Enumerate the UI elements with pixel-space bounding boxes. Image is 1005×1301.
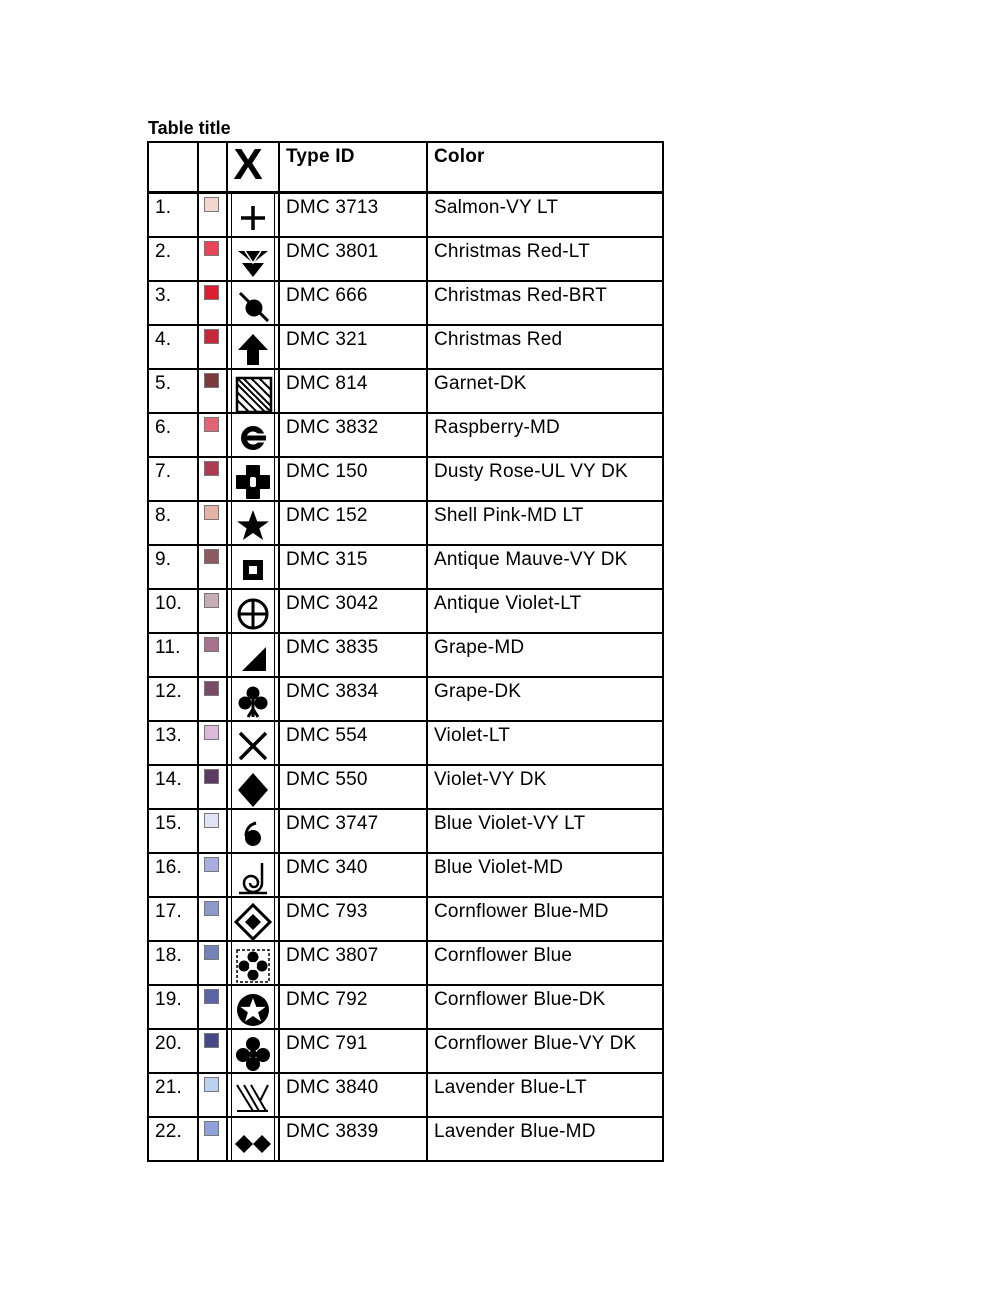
- row-type-id: DMC 3801: [286, 241, 379, 262]
- color-swatch: [204, 1033, 219, 1048]
- row-type-id-cell: [279, 1073, 427, 1117]
- color-swatch: [204, 549, 219, 564]
- row-color-cell: [427, 369, 663, 413]
- row-color-name: Dusty Rose-UL VY DK: [434, 461, 628, 482]
- row-color-name: Christmas Red: [434, 329, 563, 350]
- row-swatch-cell: [198, 501, 227, 545]
- header-number-cell: [148, 142, 198, 193]
- table-row: [148, 325, 663, 369]
- row-number-cell: [148, 545, 198, 589]
- nested-diamond-icon: [234, 903, 274, 943]
- circle-cross-icon: [234, 595, 274, 635]
- row-number: 7.: [155, 461, 172, 482]
- row-number: 22.: [155, 1121, 183, 1142]
- table-row: [148, 941, 663, 985]
- row-color-name: Grape-DK: [434, 681, 522, 702]
- table-row: [148, 281, 663, 325]
- row-color-cell: [427, 1029, 663, 1073]
- row-color-cell: [427, 633, 663, 677]
- row-color-name: Christmas Red-BRT: [434, 285, 608, 306]
- row-color-cell: [427, 765, 663, 809]
- row-number-cell: [148, 369, 198, 413]
- color-swatch: [204, 329, 219, 344]
- row-symbol-cell: [227, 985, 279, 1029]
- row-color-name: Violet-LT: [434, 725, 511, 746]
- color-swatch: [204, 901, 219, 916]
- row-number-cell: [148, 413, 198, 457]
- row-symbol-cell: [227, 545, 279, 589]
- row-color-cell: [427, 1117, 663, 1161]
- row-number-cell: [148, 281, 198, 325]
- table-row: [148, 897, 663, 941]
- table-row: [148, 413, 663, 457]
- row-type-id-cell: [279, 897, 427, 941]
- row-number: 5.: [155, 373, 172, 394]
- row-symbol-cell: [227, 501, 279, 545]
- row-swatch-cell: [198, 1117, 227, 1161]
- row-swatch-cell: [198, 853, 227, 897]
- star-icon: [234, 507, 274, 547]
- row-symbol-cell: [227, 237, 279, 281]
- row-color-cell: [427, 853, 663, 897]
- slashed-circle-icon: [234, 287, 274, 327]
- table-row: [148, 501, 663, 545]
- row-color-cell: [427, 193, 663, 238]
- row-number-cell: [148, 1029, 198, 1073]
- row-symbol-cell: [227, 721, 279, 765]
- row-color-name: Salmon-VY LT: [434, 197, 559, 218]
- color-swatch: [204, 505, 219, 520]
- row-type-id-cell: [279, 941, 427, 985]
- row-type-id: DMC 554: [286, 725, 368, 746]
- color-swatch: [204, 285, 219, 300]
- wedge-icon: [234, 639, 274, 679]
- color-swatch: [204, 637, 219, 652]
- row-number-cell: [148, 193, 198, 238]
- row-number: 4.: [155, 329, 172, 350]
- row-symbol-cell: [227, 765, 279, 809]
- row-number: 2.: [155, 241, 172, 262]
- row-symbol-cell: [227, 369, 279, 413]
- row-symbol-cell: [227, 1073, 279, 1117]
- row-number-cell: [148, 677, 198, 721]
- row-symbol-cell: [227, 1117, 279, 1161]
- row-type-id-cell: [279, 809, 427, 853]
- row-type-id: DMC 814: [286, 373, 368, 394]
- table-row: [148, 985, 663, 1029]
- row-number: 20.: [155, 1033, 183, 1054]
- row-type-id: DMC 3747: [286, 813, 379, 834]
- row-type-id-cell: [279, 589, 427, 633]
- row-color-name: Shell Pink-MD LT: [434, 505, 584, 526]
- color-swatch: [204, 1121, 219, 1136]
- header-type-id: [279, 142, 427, 193]
- row-type-id: DMC 3832: [286, 417, 379, 438]
- row-swatch-cell: [198, 721, 227, 765]
- row-swatch-cell: [198, 941, 227, 985]
- row-type-id-cell: [279, 721, 427, 765]
- row-color-name: Antique Mauve-VY DK: [434, 549, 628, 570]
- row-type-id: DMC 3839: [286, 1121, 379, 1142]
- c-circle-icon: [234, 419, 274, 459]
- color-swatch: [204, 813, 219, 828]
- floss-key-table: [147, 141, 664, 1162]
- triangles-icon: [234, 243, 274, 283]
- row-type-id: DMC 3840: [286, 1077, 379, 1098]
- row-symbol-cell: [227, 193, 279, 238]
- row-number-cell: [148, 633, 198, 677]
- square-dot-icon: [234, 551, 274, 591]
- row-number: 16.: [155, 857, 183, 878]
- up-arrow-icon: [234, 331, 274, 371]
- row-color-name: Antique Violet-LT: [434, 593, 582, 614]
- color-swatch: [204, 945, 219, 960]
- row-type-id: DMC 3042: [286, 593, 379, 614]
- row-color-cell: [427, 545, 663, 589]
- table-row: [148, 237, 663, 281]
- double-diamond-icon: [234, 1123, 274, 1163]
- row-color-cell: [427, 325, 663, 369]
- row-number-cell: [148, 501, 198, 545]
- header-type-id-label: Type ID: [286, 146, 355, 167]
- row-color-cell: [427, 501, 663, 545]
- row-number: 15.: [155, 813, 183, 834]
- color-swatch: [204, 857, 219, 872]
- row-number-cell: [148, 941, 198, 985]
- row-color-cell: [427, 985, 663, 1029]
- cross-blob-icon: [234, 463, 274, 503]
- row-color-cell: [427, 589, 663, 633]
- table-row: [148, 721, 663, 765]
- row-number: 3.: [155, 285, 172, 306]
- row-number-cell: [148, 985, 198, 1029]
- row-type-id-cell: [279, 457, 427, 501]
- row-color-cell: [427, 457, 663, 501]
- club-icon: [234, 683, 274, 723]
- row-color-name: Grape-MD: [434, 637, 525, 658]
- row-swatch-cell: [198, 325, 227, 369]
- table-row: [148, 677, 663, 721]
- row-color-cell: [427, 413, 663, 457]
- row-color-cell: [427, 1073, 663, 1117]
- diamond-icon: [234, 771, 274, 811]
- color-swatch: [204, 769, 219, 784]
- row-number: 11.: [155, 637, 181, 658]
- row-number: 19.: [155, 989, 183, 1010]
- row-swatch-cell: [198, 809, 227, 853]
- row-number: 10.: [155, 593, 183, 614]
- table-row: [148, 193, 663, 238]
- table-row: [148, 633, 663, 677]
- row-swatch-cell: [198, 369, 227, 413]
- row-swatch-cell: [198, 985, 227, 1029]
- row-type-id-cell: [279, 853, 427, 897]
- table-row: [148, 765, 663, 809]
- clover-icon: [234, 1035, 274, 1075]
- row-type-id: DMC 315: [286, 549, 368, 570]
- row-number-cell: [148, 897, 198, 941]
- table-row: [148, 589, 663, 633]
- table-row: [148, 457, 663, 501]
- row-type-id: DMC 152: [286, 505, 368, 526]
- row-type-id: DMC 792: [286, 989, 368, 1010]
- row-symbol-cell: [227, 589, 279, 633]
- row-swatch-cell: [198, 677, 227, 721]
- color-swatch: [204, 197, 219, 212]
- row-type-id-cell: [279, 501, 427, 545]
- row-color-name: Cornflower Blue: [434, 945, 573, 966]
- color-swatch: [204, 373, 219, 388]
- row-color-cell: [427, 941, 663, 985]
- row-color-name: Lavender Blue-LT: [434, 1077, 587, 1098]
- row-symbol-cell: [227, 633, 279, 677]
- row-color-name: Blue Violet-VY LT: [434, 813, 586, 834]
- row-type-id: DMC 666: [286, 285, 368, 306]
- row-type-id: DMC 150: [286, 461, 368, 482]
- row-number-cell: [148, 721, 198, 765]
- row-number: 13.: [155, 725, 183, 746]
- row-type-id: DMC 340: [286, 857, 368, 878]
- header-color-label: Color: [434, 146, 485, 167]
- row-color-cell: [427, 897, 663, 941]
- color-swatch: [204, 417, 219, 432]
- row-type-id-cell: [279, 1117, 427, 1161]
- row-color-name: Garnet-DK: [434, 373, 527, 394]
- row-type-id: DMC 550: [286, 769, 368, 790]
- row-color-cell: [427, 809, 663, 853]
- row-swatch-cell: [198, 1073, 227, 1117]
- row-swatch-cell: [198, 193, 227, 238]
- row-number: 14.: [155, 769, 183, 790]
- color-swatch: [204, 241, 219, 256]
- x-icon: [234, 727, 274, 767]
- row-color-name: Cornflower Blue-MD: [434, 901, 609, 922]
- row-color-name: Cornflower Blue-VY DK: [434, 1033, 637, 1054]
- row-swatch-cell: [198, 457, 227, 501]
- row-color-name: Cornflower Blue-DK: [434, 989, 606, 1010]
- row-type-id-cell: [279, 413, 427, 457]
- row-swatch-cell: [198, 589, 227, 633]
- row-type-id-cell: [279, 985, 427, 1029]
- row-type-id-cell: [279, 237, 427, 281]
- row-type-id-cell: [279, 633, 427, 677]
- comma-icon: [234, 815, 274, 855]
- row-number-cell: [148, 589, 198, 633]
- row-type-id-cell: [279, 545, 427, 589]
- row-number: 12.: [155, 681, 183, 702]
- row-color-name: Blue Violet-MD: [434, 857, 564, 878]
- row-color-cell: [427, 721, 663, 765]
- row-number-cell: [148, 1073, 198, 1117]
- row-number-cell: [148, 325, 198, 369]
- row-number-cell: [148, 237, 198, 281]
- color-swatch: [204, 593, 219, 608]
- row-number: 18.: [155, 945, 183, 966]
- table-title: Table title: [148, 118, 231, 138]
- row-swatch-cell: [198, 897, 227, 941]
- row-type-id: DMC 3807: [286, 945, 379, 966]
- row-type-id: DMC 3834: [286, 681, 379, 702]
- row-color-name: Raspberry-MD: [434, 417, 560, 438]
- table-row: [148, 1029, 663, 1073]
- row-color-cell: [427, 677, 663, 721]
- row-type-id: DMC 793: [286, 901, 368, 922]
- row-symbol-cell: [227, 809, 279, 853]
- row-symbol-cell: [227, 281, 279, 325]
- row-number: 17.: [155, 901, 183, 922]
- row-symbol-cell: [227, 941, 279, 985]
- table-row: [148, 545, 663, 589]
- row-swatch-cell: [198, 545, 227, 589]
- table-row: [148, 809, 663, 853]
- row-type-id-cell: [279, 281, 427, 325]
- row-swatch-cell: [198, 765, 227, 809]
- row-swatch-cell: [198, 237, 227, 281]
- hatched-square-icon: [234, 375, 274, 415]
- row-color-cell: [427, 281, 663, 325]
- flower-icon: [234, 947, 274, 987]
- color-swatch: [204, 1077, 219, 1092]
- row-number-cell: [148, 853, 198, 897]
- row-type-id-cell: [279, 193, 427, 238]
- table-row: [148, 853, 663, 897]
- diagonal-lines-icon: [234, 1079, 274, 1119]
- row-color-cell: [427, 237, 663, 281]
- row-number-cell: [148, 457, 198, 501]
- row-number: 6.: [155, 417, 172, 438]
- row-number: 9.: [155, 549, 172, 570]
- row-type-id-cell: [279, 325, 427, 369]
- color-swatch: [204, 989, 219, 1004]
- row-symbol-cell: [227, 1029, 279, 1073]
- row-symbol-cell: [227, 325, 279, 369]
- row-type-id-cell: [279, 1029, 427, 1073]
- row-swatch-cell: [198, 633, 227, 677]
- row-number: 1.: [155, 197, 172, 218]
- row-symbol-cell: [227, 853, 279, 897]
- row-type-id-cell: [279, 369, 427, 413]
- table-row: [148, 369, 663, 413]
- header-color: [427, 142, 663, 193]
- row-symbol-cell: [227, 413, 279, 457]
- row-color-name: Violet-VY DK: [434, 769, 547, 790]
- row-number: 21.: [155, 1077, 183, 1098]
- table-row: [148, 1073, 663, 1117]
- circle-star-icon: [234, 991, 274, 1031]
- row-swatch-cell: [198, 1029, 227, 1073]
- header-row: [148, 142, 663, 193]
- spiral-icon: [234, 859, 274, 899]
- row-type-id-cell: [279, 677, 427, 721]
- color-swatch: [204, 461, 219, 476]
- row-color-name: Lavender Blue-MD: [434, 1121, 596, 1142]
- row-color-name: Christmas Red-LT: [434, 241, 590, 262]
- color-swatch: [204, 725, 219, 740]
- row-number-cell: [148, 1117, 198, 1161]
- row-symbol-cell: [227, 457, 279, 501]
- row-swatch-cell: [198, 281, 227, 325]
- row-number: 8.: [155, 505, 172, 526]
- row-type-id: DMC 321: [286, 329, 368, 350]
- plus-icon: [234, 199, 274, 239]
- row-symbol-cell: [227, 677, 279, 721]
- row-type-id-cell: [279, 765, 427, 809]
- row-type-id: DMC 791: [286, 1033, 368, 1054]
- row-number-cell: [148, 765, 198, 809]
- header-symbol-cell: [227, 142, 279, 193]
- row-type-id: DMC 3835: [286, 637, 379, 658]
- table-row: [148, 1117, 663, 1161]
- header-x-mark: X: [233, 140, 263, 189]
- row-number-cell: [148, 809, 198, 853]
- row-swatch-cell: [198, 413, 227, 457]
- color-swatch: [204, 681, 219, 696]
- row-symbol-cell: [227, 897, 279, 941]
- row-type-id: DMC 3713: [286, 197, 379, 218]
